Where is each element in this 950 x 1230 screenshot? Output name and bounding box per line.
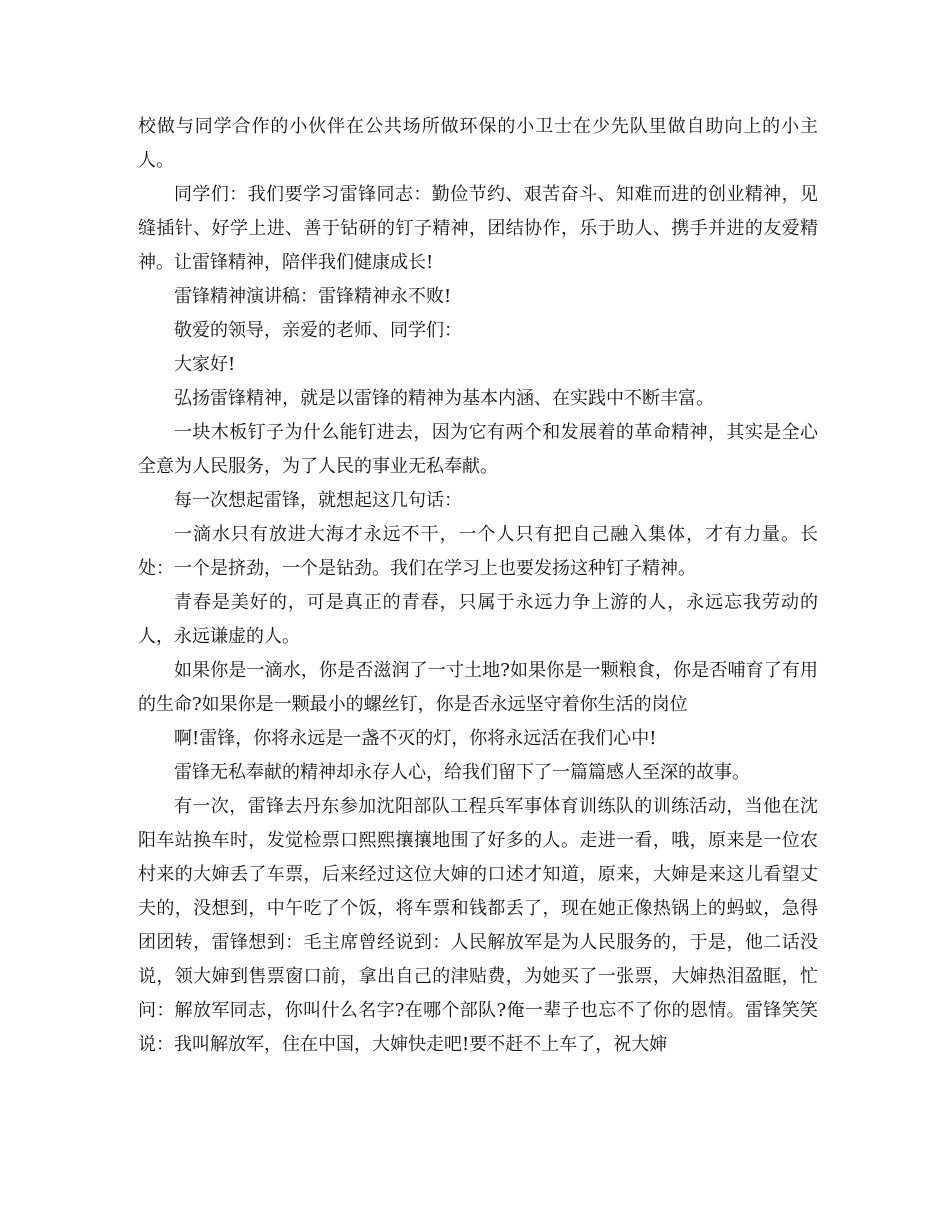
- paragraph: 校做与同学合作的小伙伴在公共场所做环保的小卫士在少先队里做自助向上的小主人。: [138, 116, 818, 171]
- paragraph-title: 雷锋精神演讲稿：雷锋精神永不败!: [174, 286, 452, 307]
- paragraph: 弘扬雷锋精神，就是以雷锋的精神为基本内涵、在实践中不断丰富。: [174, 388, 714, 409]
- paragraph: 有一次，雷锋去丹东参加沈阳部队工程兵军事体育训练队的训练活动，当他在沈阳车站换车时，发觉检票口熙熙攘攘地围了好多的人。走进一看，哦，原来是一位农村来的大婶丢了车票，后来经过这位大婶的口述才知道，原来，大婶是来这儿看望丈夫的，没想到，中午吃了个饭，将车票和钱都丢了，现在她正像热锅上的蚂蚁，急得团团转，雷锋想到：毛主席曾经说到：人民解放军是为人民服务的，于是，他二话没说，领大婶到售票窗口前，拿出自己的津贴费，为她买了一张票，大婶热泪盈眶，忙问：解放军同志，你叫什么名字?在哪个部队?俺一辈子也忘不了你的恩情。雷锋笑笑说：我叫解放军，住在中国，大婶快走吧!要不赶不上车了，祝大婶: [138, 796, 818, 1055]
- paragraph: 啊!雷锋，你将永远是一盏不灭的灯，你将永远活在我们心中!: [174, 728, 657, 749]
- paragraph: 每一次想起雷锋，就想起这几句话：: [174, 490, 462, 511]
- paragraph: 雷锋无私奉献的精神却永存人心，给我们留下了一篇篇感人至深的故事。: [174, 762, 750, 783]
- paragraph: 同学们：我们要学习雷锋同志：勤俭节约、艰苦奋斗、知难而进的创业精神，见缝插针、好学上进、善于钻研的钉子精神，团结协作，乐于助人、携手并进的友爱精神。让雷锋精神，陪伴我们健康成长!: [138, 184, 818, 273]
- paragraph: 青春是美好的，可是真正的青春，只属于永远力争上游的人，永远忘我劳动的人，永远谦虚的人。: [138, 592, 818, 647]
- paragraph-salutation: 敬爱的领导，亲爱的老师、同学们：: [174, 320, 462, 341]
- document-body: [138, 110, 818, 1062]
- paragraph: 一块木板钉子为什么能钉进去，因为它有两个和发展着的革命精神，其实是全心全意为人民服务，为了人民的事业无私奉献。: [138, 422, 818, 477]
- paragraph-greeting: 大家好!: [174, 354, 236, 375]
- paragraph: 如果你是一滴水，你是否滋润了一寸土地?如果你是一颗粮食，你是否哺育了有用的生命?如果你是一颗最小的螺丝钉，你是否永远坚守着你生活的岗位: [138, 660, 818, 715]
- paragraph: 一滴水只有放进大海才永远不干，一个人只有把自己融入集体，才有力量。长处：一个是挤劲，一个是钻劲。我们在学习上也要发扬这种钉子精神。: [138, 524, 818, 579]
